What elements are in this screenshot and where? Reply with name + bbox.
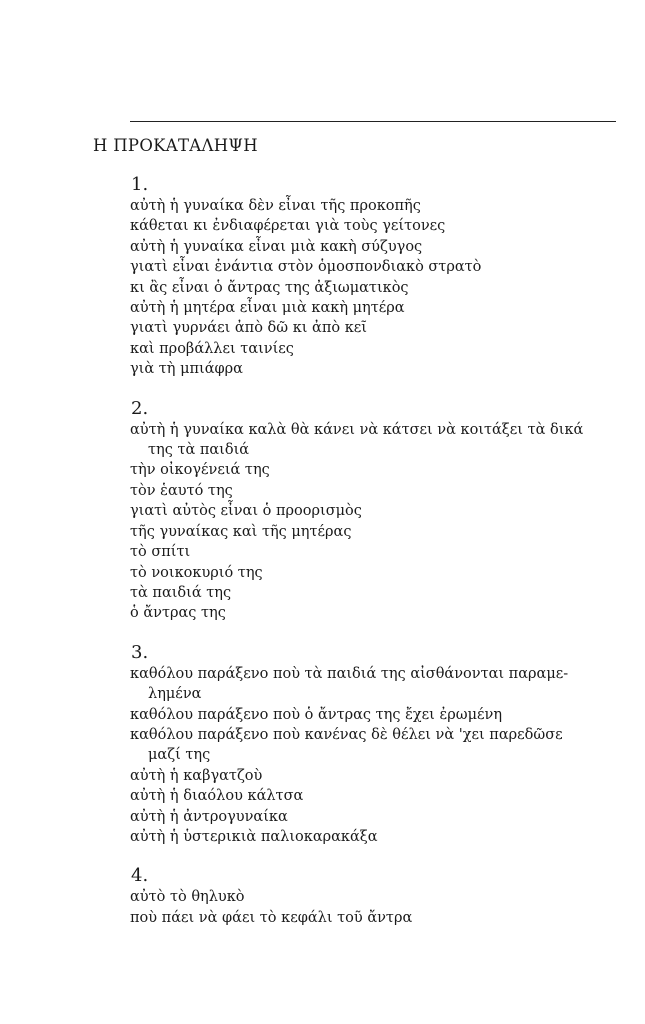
poem-line: καθόλου παράξενο ποὺ κανένας δὲ θέλει νὰ 'χει παρεδῶσε xyxy=(130,726,563,743)
stanza-number: 4. xyxy=(131,865,149,887)
poem-line-continuation: λημένα xyxy=(148,686,202,703)
stanza-2 xyxy=(130,398,625,624)
poem-line: ποὺ πάει νὰ φάει τὸ κεφάλι τοῦ ἄντρα xyxy=(130,909,413,926)
poem-line: τὴν οἰκογένειά της xyxy=(130,462,270,479)
poem-line: αὐτὴ ἡ γυναίκα καλὰ θὰ κάνει νὰ κάτσει νὰ κοιτάξει τὰ δικά xyxy=(130,421,584,438)
stanza-number: 1. xyxy=(131,174,149,195)
poem-line-continuation: μαζί της xyxy=(148,747,211,764)
poem-line: αὐτὴ ἡ γυναίκα εἶναι μιὰ κακὴ σύζυγος xyxy=(130,238,423,255)
poem-line: κι ἂς εἶναι ὁ ἄντρας της ἀξιωματικὸς xyxy=(130,279,409,296)
stanza-1 xyxy=(130,174,625,380)
stanza-3 xyxy=(130,642,625,848)
poem-line: τὸ νοικοκυριό της xyxy=(130,564,263,581)
poem-line: αὐτὴ ἡ διαόλου κάλτσα xyxy=(130,788,304,805)
stanza-4 xyxy=(130,865,625,928)
poem-line: αὐτὸ τὸ θηλυκὸ xyxy=(130,889,245,906)
poem-line: αὐτὴ ἡ καβγατζοὺ xyxy=(130,767,263,784)
poem-line: αὐτὴ ἡ γυναίκα δὲν εἶναι τῆς προκοπῆς xyxy=(130,198,421,214)
poem-line: γιατὶ εἶναι ἐνάντια στὸν ὁμοσπονδιακὸ στρατὸ xyxy=(130,259,482,276)
poem-line: γιὰ τὴ μπιάφρα xyxy=(130,361,243,378)
poem-line: καὶ προβάλλει ταινίες xyxy=(130,340,294,357)
poem-line: τὸ σπίτι xyxy=(130,544,191,561)
poem-line: καθόλου παράξενο ποὺ ὁ ἄντρας της ἔχει ἐρωμένη xyxy=(130,706,503,723)
poem-line-continuation: της τὰ παιδιά xyxy=(148,442,250,459)
poem-line: κάθεται κι ἐνδιαφέρεται γιὰ τοὺς γείτονες xyxy=(130,218,446,235)
poem-line: καθόλου παράξενο ποὺ τὰ παιδιά της αἰσθάνονται παραμε- xyxy=(130,665,569,682)
poem-line: γιατὶ γυρνάει ἀπὸ δῶ κι ἀπὸ κεῖ xyxy=(130,320,367,337)
poem-line: τὰ παιδιά της xyxy=(130,584,232,601)
poem-line: τὸν ἑαυτό της xyxy=(130,482,233,499)
poem-line: τῆς γυναίκας καὶ τῆς μητέρας xyxy=(130,523,352,540)
poem-line: αὐτὴ ἡ ἀντρογυναίκα xyxy=(130,808,288,825)
poem-body xyxy=(130,174,625,946)
stanza-number: 3. xyxy=(131,641,149,663)
top-rule xyxy=(130,121,616,122)
poem-line: ὁ ἄντρας της xyxy=(130,605,226,622)
poem-title: Η ΠΡΟΚΑΤΑΛΗΨΗ xyxy=(93,136,258,155)
poem-line: γιατὶ αὐτὸς εἶναι ὁ προορισμὸς xyxy=(130,503,362,520)
poem-line: αὐτὴ ἡ ὑστερικιὰ παλιοκαρακάξα xyxy=(130,828,378,845)
poem-line: αὐτὴ ἡ μητέρα εἶναι μιὰ κακὴ μητέρα xyxy=(130,300,405,317)
stanza-number: 2. xyxy=(131,397,149,419)
